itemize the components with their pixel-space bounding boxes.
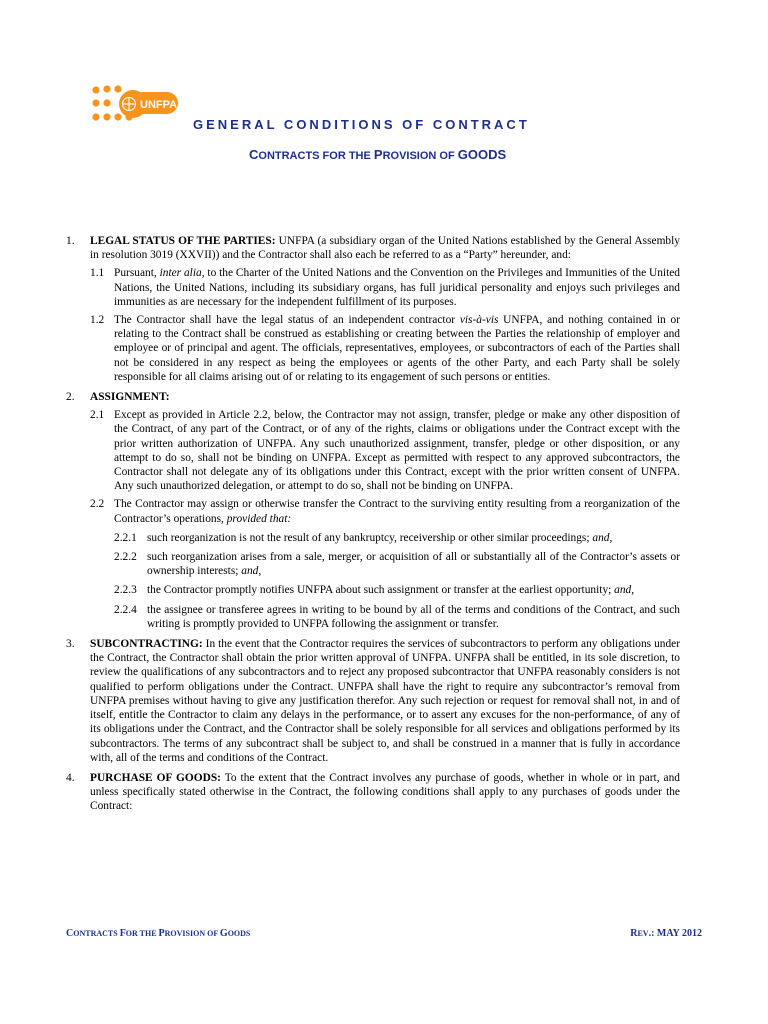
footer-revision: REV.: MAY 2012 [630,928,702,939]
section-heading: LEGAL STATUS OF THE PARTIES: [90,235,276,247]
clause-1-1: 1.1 Pursuant, inter alia, to the Charter of the United Nations and the Convention on the Privileges and Immunities of the United Nations, the United Nations, including its subsidiary organs, has full juridical personality and enjoys such privileges and immunities as are necessary for the independent fulfillment of its purposes. [90,267,680,308]
section-number: 3. [66,638,75,651]
section-4 [66,771,680,814]
document-subtitle: CONTRACTS FOR THE PROVISION OF GOODS [249,147,507,162]
section-heading: ASSIGNMENT: [90,391,170,404]
section-number: 1. [66,235,75,247]
footer-document-name: CONTRACTS FOR THE PROVISION OF GOODS [66,928,251,939]
section-heading: SUBCONTRACTING: [90,638,203,651]
document-title: GENERAL CONDITIONS OF CONTRACT [193,117,530,132]
clause-2-2: 2.2 The Contractor may assign or otherwise transfer the Contract to the surviving entity resulting from a reorganization of the Contractor’s operations, provided that: 2.2.1 such reorganization is not the result of any bankruptcy, receivership or other similar proceedings; and, 2.2.2 such reorganization arises from a sale, merger, or acquisition of all or substantially all of the Contractor’s assets or ownership interests; and, 2.2.3 the Contractor promptly notifies UNFPA about such assignment or transfer at the earliest opportunity; and, 2.2.4 the assignee or transferee agrees in writing to be bound by all of the terms and conditions of the Contract, and such writing is promptly provided to UNFPA following the assignment or transfer. [90,498,680,630]
clause-1-2: 1.2 The Contractor shall have the legal status of an independent contractor vis-à-vis UNFPA, and nothing contained in or relating to the Contract shall be construed as establishing or creating between the Parties the relationship of employer and employee or of principal and agent. The officials, representatives, employees, or subcontractors of each of the Parties shall not be considered in any respect as being the employees or agents of the other Party, and each Party shall be solely responsible for all claims arising out of or relating to its engagement of such persons or entities. [90,314,680,383]
section-number: 2. [66,391,75,404]
logo-wordmark: UNFPA [140,99,178,111]
section-text: In the event that the Contractor requires the services of subcontractors to perform any obligations under the Contract, the Contractor shall obtain the prior written approval of UNFPA. UNFPA shall be entitled, in its sole discretion, to review the qualifications of any subcontractors and to reject any proposed subcontractor that UNFPA reasonably considers is not qualified to perform obligations under the Contract. UNFPA shall have the right to require any subcontractor’s removal from UNFPA premises without having to give any justification therefor. Any such rejection or request for removal shall not, in and of itself, entitle the Contractor to claim any delays in the performance, or to assert any excuses for the non-performance, of any of its obligations under the Contract, and the Contractor shall be solely responsible for all services and obligations performed by its subcontractors. The terms of any subcontract shall be subject to, and shall be construed in a manner that is fully in accordance with, all of the terms and conditions of the Contract. [90,638,680,764]
clause-2-1: 2.1 Except as provided in Article 2.2, below, the Contractor may not assign, transfer, pledge or make any other disposition of the Contract, of any part of the Contract, or of any of the rights, claims or obligations under the Contract except with the prior written authorization of UNFPA. Any such unauthorized assignment, transfer, pledge or other disposition, or any attempt to do so, shall not be binding on UNFPA. Except as permitted with respect to any approved subcontractors, the Contractor shall not delegate any of its obligations under this Contract, except with the prior written consent of UNFPA. Any such unauthorized delegation, or attempt to do so, shall not be binding on UNFPA. [90,409,680,493]
clause-2-2-2: 2.2.2 such reorganization arises from a sale, merger, or acquisition of all or substantially all of the Contractor’s assets or ownership interests; and, [114,551,680,578]
clause-2-2-3: 2.2.3 the Contractor promptly notifies UNFPA about such assignment or transfer at the earliest opportunity; and, [114,584,635,597]
section-1 [66,234,680,384]
clause-2-2-4: 2.2.4 the assignee or transferee agrees in writing to be bound by all of the terms and conditions of the Contract, and such writing is promptly provided to UNFPA following the assignment or transfer. [114,603,680,630]
section-heading: PURCHASE OF GOODS: [90,771,221,784]
unfpa-logo [92,84,182,130]
section-text: UNFPA (a subsidiary organ of the United Nations established by the General Assembly in resolution 3019 (XXVII)) and the Contractor shall also each be referred to as a “Party” hereunder, and: [90,235,680,262]
section-2 [66,390,680,631]
section-3 [66,637,680,765]
section-number: 4. [66,771,75,784]
clause-2-2-1: 2.2.1 such reorganization is not the result of any bankruptcy, receivership or other similar proceedings; and, [114,531,613,544]
contract-body [66,234,680,820]
section-text: To the extent that the Contract involves any purchase of goods, whether in whole or in part, and unless specifically stated otherwise in the Contract, the following conditions shall apply to any purchases of goods under the Contract: [90,771,680,813]
